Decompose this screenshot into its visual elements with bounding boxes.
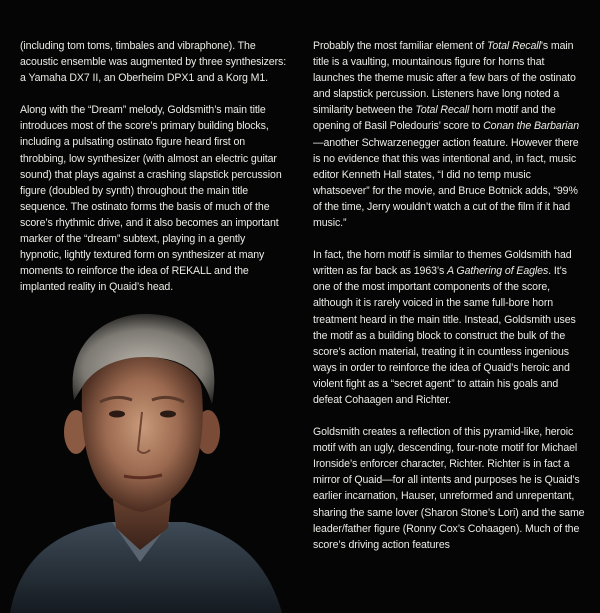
portrait-photo bbox=[0, 300, 292, 613]
text-run: . It’s one of the most important components of the score, although it is rarely voiced in the same full-bore horn treatment heard in the main title. Instead, Goldsmith uses the motif as a building block to construct the bulk of the score’s action material, treating it in countless ingenious ways in order to reinforce the idea of Quaid’s heroic and violent fight as a “secret agent” to attain his goals and defeat Cohaagen and Richter. bbox=[313, 265, 576, 406]
right-text-column bbox=[313, 38, 585, 569]
film-title: Total Recall bbox=[487, 40, 541, 52]
left-paragraph-1: (including tom toms, timbales and vibraphone). The acoustic ensemble was augmented by three synthesizers: a Yamaha DX7 II, an Oberheim DPX1 and a Korg M1. bbox=[20, 40, 287, 85]
right-paragraph-2 bbox=[313, 247, 585, 408]
left-text-column bbox=[20, 38, 288, 311]
text-run: In fact, the horn motif is similar to themes Goldsmith had written as far back as 1963’s bbox=[313, 249, 572, 278]
film-title: Conan the Barbarian bbox=[483, 120, 579, 133]
left-paragraph-2: Along with the “Dream” melody, Goldsmith’s main title introduces most of the score’s primary building blocks, including a pulsating ostinato figure heard first on throbbing, low synthesizer (with almost an electric guitar sound) that plays against a crashing slapstick percussion figure (doubled by synth) throughout the main title sequence. The ostinato forms the basis of much of the score’s rhythmic drive, and it also becomes an important marker of the “dream” subtext, playing in a gently hypnotic, lightly textured form on synthesizer at many moments to reinforce the idea of REKALL and the implanted reality in Quaid’s head. bbox=[20, 104, 282, 294]
text-run: horn motif and the opening of Basil Poledouris’ score to bbox=[313, 104, 556, 133]
text-run: ’s main title is a vaulting, mountainous figure for horns that launches the theme music after a few bars of the ostinato and slapstick percussion. Listeners have long noted a similarity between the bbox=[313, 40, 576, 117]
right-paragraph-1 bbox=[313, 38, 585, 231]
film-title: A Gathering of Eagles bbox=[447, 265, 549, 278]
right-paragraph-3: Goldsmith creates a reflection of this pyramid-like, heroic motif with an ugly, descending, four-note motif for Michael Ironside’s enforcer character, Richter. Richter is in fact a mirror of Quaid—for all intents and purposes he is Quaid’s earlier incarnation, Hauser, unreformed and unrepentant, sharing the same lover (Sharon Stone’s Lori) and the same leader/father figure (Ronny Cox’s Cohaagen). Much of the score’s driving action features bbox=[313, 426, 585, 551]
film-title: Total Recall bbox=[415, 104, 470, 117]
text-run: Probably the most familiar element of bbox=[313, 40, 488, 52]
text-run: —another Schwarzenegger action feature. However there is no evidence that this was intentional and, in fact, music editor Kenneth Hall states, “I did no temp music whatsoever” for the movie, and Bruce Botnick adds, “99% of the time, Jerry wouldn’t watch a cut of the film if it had music.” bbox=[313, 136, 579, 230]
